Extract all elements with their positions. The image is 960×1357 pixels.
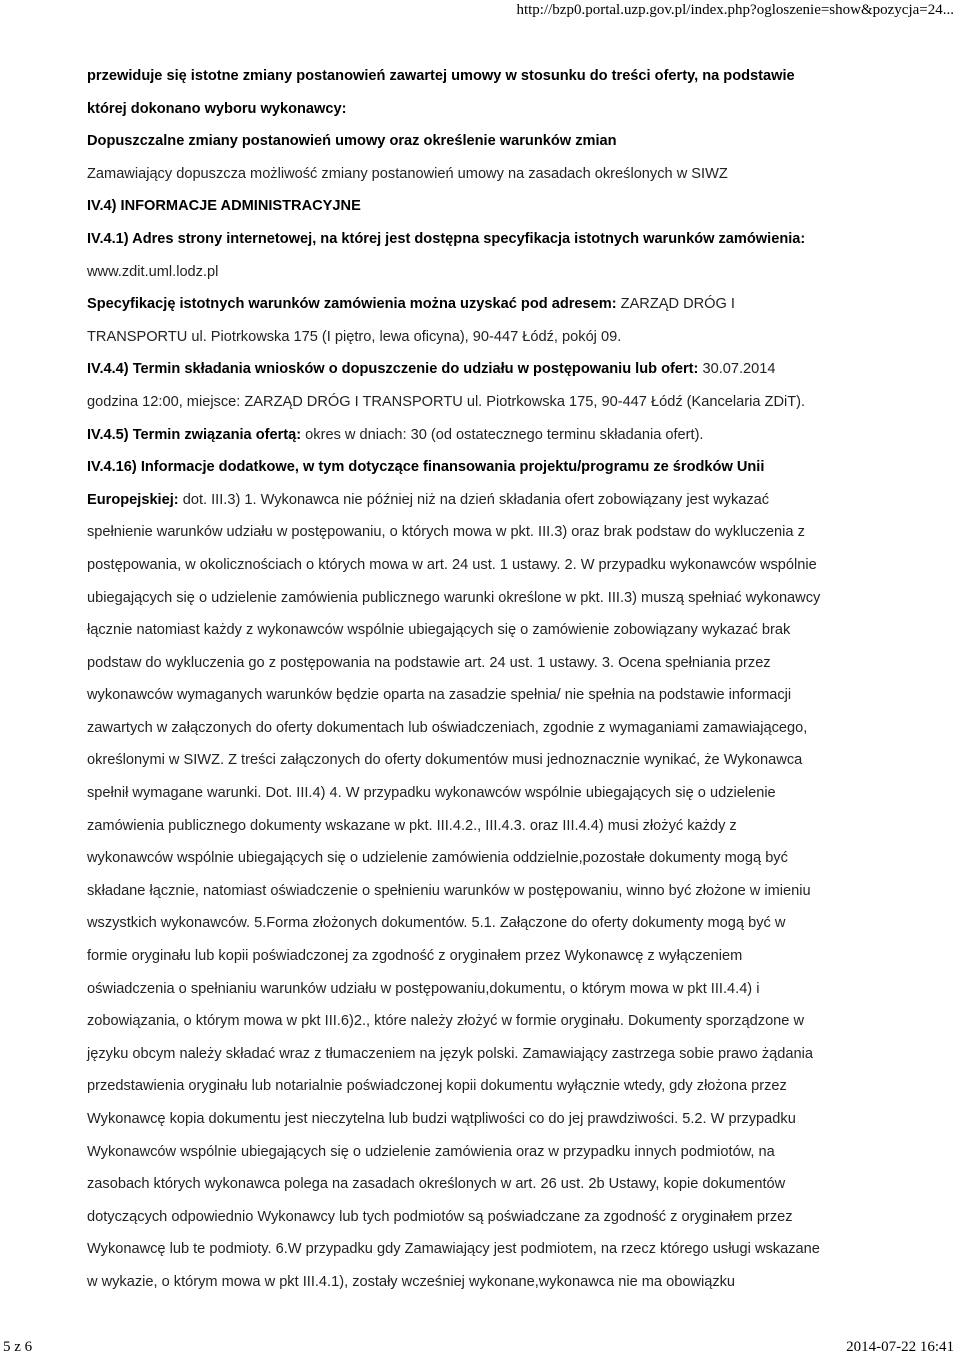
text-line: dotyczących odpowiednio Wykonawcy lub tych podmiotów są poświadczane za zgodność z oryginałem przez (87, 1208, 793, 1225)
text-line: języku obcym należy składać wraz z tłumaczeniem na język polski. Zamawiający zastrzega sobie prawo żądania (87, 1045, 813, 1062)
text-line: godzina 12:00, miejsce: ZARZĄD DRÓG I TRANSPORTU ul. Piotrkowska 175, 90-447 Łódź (Kancelaria ZDiT). (87, 393, 806, 410)
text-line: TRANSPORTU ul. Piotrkowska 175 (I piętro, lewa oficyna), 90-447 Łódź, pokój 09. (87, 328, 622, 345)
text-line: oświadczenia o spełnianiu warunków udziału w postępowaniu,dokumentu, o którym mowa w pkt III.4.4) i (87, 980, 760, 997)
text-line: Specyfikację istotnych warunków zamówienia można uzyskać pod adresem: ZARZĄD DRÓG I (87, 296, 735, 313)
text-line: składane łącznie, natomiast oświadczenie o spełnieniu warunków w postępowaniu, winno być złożone w imieniu (87, 882, 811, 899)
text-line: Wykonawców wspólnie ubiegających się o udzielenie zamówienia oraz w przypadku innych podmiotów, na (87, 1143, 775, 1160)
section-heading: IV.4) INFORMACJE ADMINISTRACYJNE (87, 198, 361, 215)
text-line: IV.4.5) Termin związania ofertą: okres w dniach: 30 (od ostatecznego terminu składania ofert). (87, 426, 704, 443)
text-line: Europejskiej: dot. III.3) 1. Wykonawca nie później niż na dzień składania ofert zobowiązany jest wykazać (87, 491, 770, 508)
website-address: www.zdit.uml.lodz.pl (87, 263, 219, 280)
text-line: określonymi w SIWZ. Z treści załączonych do oferty dokumentów musi jednoznacznie wynikać, że Wykonawca (87, 752, 803, 769)
text-line: ubiegających się o udzielenie zamówienia publicznego warunki określone w pkt. III.3) muszą spełniać wykonawcy (87, 589, 821, 606)
text-line: formie oryginału lub kopii poświadczonej za zgodność z oryginałem przez Wykonawcę z wyłączeniem (87, 948, 743, 965)
text-line: Wykonawcę lub te podmioty. 6.W przypadku gdy Zamawiający jest podmiotem, na rzecz którego usługi wskazane (87, 1241, 820, 1258)
text-line: spełnił wymagane warunki. Dot. III.4) 4. W przypadku wykonawców wspólnie ubiegających się o udzielenie (87, 785, 776, 802)
text-line: zawartych w załączonych do oferty dokumentach lub oświadczeniach, zgodnie z wymaganiami zamawiającego, (87, 719, 808, 736)
document-body (87, 60, 887, 1299)
text-line: wykonawców wymaganych warunków będzie oparta na zasadzie spełnia/ nie spełnia na podstawie informacji (87, 687, 792, 704)
text-line: zasobach których wykonawca polega na zasadach określonych w art. 26 ust. 2b Ustawy, kopie dokumentów (87, 1176, 786, 1193)
text-line: przewiduje się istotne zmiany postanowień zawartej umowy w stosunku do treści oferty, na podstawie (87, 68, 795, 84)
page-url: http://bzp0.portal.uzp.gov.pl/index.php?ogloszenie=show&pozycja=24... (516, 2, 954, 18)
text-line: podstaw do wykluczenia go z postępowania na podstawie art. 24 ust. 1 ustawy. 3. Ocena spełniania przez (87, 654, 771, 671)
text-line: przedstawienia oryginału lub notarialnie poświadczonej kopii dokumentu wyłącznie wtedy, gdy złożona przez (87, 1078, 787, 1095)
text-line: Wykonawcę kopia dokumentu jest nieczytelna lub budzi wątpliwości co do jej prawdziwości. 5.2. W przypadku (87, 1111, 796, 1127)
text-line: zamówienia publicznego dokumenty wskazane w pkt. III.4.2., III.4.3. oraz III.4.4) musi złożyć każdy z (87, 817, 737, 834)
text-line: IV.4.16) Informacje dodatkowe, w tym dotyczące finansowania projektu/programu ze środków Unii (87, 459, 765, 476)
text-line: wykonawców wspólnie ubiegających się o udzielenie zamówienia oddzielnie,pozostałe dokumenty mogą być (87, 850, 788, 867)
text-line: której dokonano wyboru wykonawcy: (87, 100, 347, 117)
text-line: Zamawiający dopuszcza możliwość zmiany postanowień umowy na zasadach określonych w SIWZ (87, 165, 728, 182)
text-line: Dopuszczalne zmiany postanowień umowy oraz określenie warunków zmian (87, 133, 617, 150)
text-line: zobowiązania, o którym mowa w pkt III.6)2., które należy złożyć w formie oryginału. Dokumenty sporządzone w (87, 1013, 805, 1030)
text-line: IV.4.1) Adres strony internetowej, na której jest dostępna specyfikacja istotnych warunków zamówienia: (87, 230, 806, 247)
text-line: spełnienie warunków udziału w postępowaniu, o których mowa w pkt. III.3) oraz brak podstaw do wykluczenia z (87, 524, 805, 541)
text-line: łącznie natomiast każdy z wykonawców wspólnie ubiegających się o zamówienie zobowiązany wykazać brak (87, 622, 791, 639)
text-line: wszystkich wykonawców. 5.Forma złożonych dokumentów. 5.1. Załączone do oferty dokumenty mogą być w (87, 915, 786, 932)
print-timestamp: 2014-07-22 16:41 (846, 1339, 954, 1355)
text-line: IV.4.4) Termin składania wniosków o dopuszczenie do udziału w postępowaniu lub ofert: 30.07.2014 (87, 361, 776, 378)
page-number: 5 z 6 (3, 1339, 33, 1355)
text-line: w wykazie, o którym mowa w pkt III.4.1), zostały wcześniej wykonane,wykonawca nie ma obowiązku (87, 1273, 736, 1290)
text-line: postępowania, w okolicznościach o których mowa w art. 24 ust. 1 ustawy. 2. W przypadku wykonawców wspólnie (87, 556, 817, 573)
